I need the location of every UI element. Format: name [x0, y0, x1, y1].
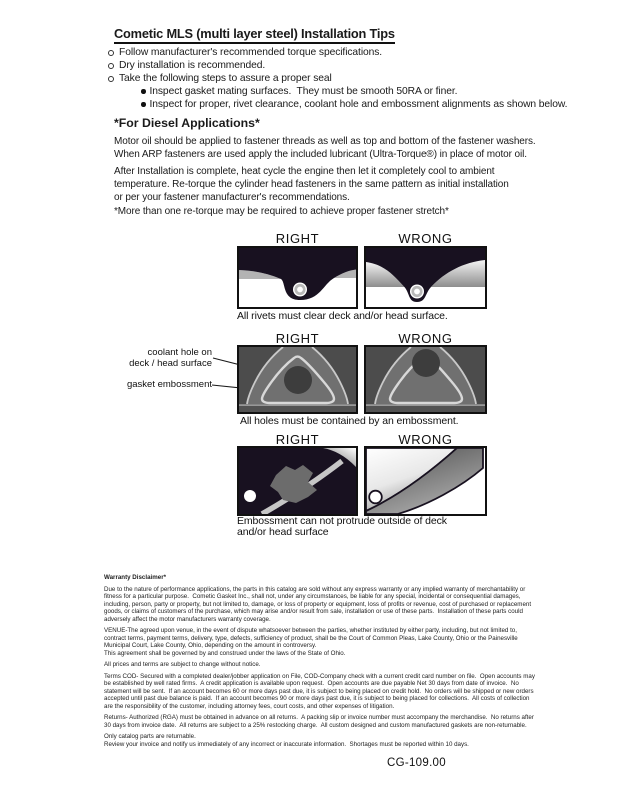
protrusion-wrong-diagram — [364, 446, 487, 516]
diagram1-right-label: RIGHT — [275, 231, 320, 246]
diagram1-caption: All rivets must clear deck and/or head surface. — [237, 310, 448, 322]
diagram2-right-label: RIGHT — [275, 331, 320, 346]
sub-list-item — [141, 85, 567, 98]
open-bullet-icon — [108, 63, 114, 69]
diagram3-right-label: RIGHT — [275, 432, 320, 447]
gasket-embossment-label — [98, 379, 212, 390]
protrusion-right-diagram — [237, 446, 358, 516]
warranty-paragraph-venue: VENUE-The agreed upon venue, in the event of dispute whatsoever between the parties, whether instituted by either party, including, but not limited to, contract terms, payment terms, delivery, type, defects, sufficiency of product, shall be the Court of Common Pleas, Lake County, Ohio or the Painesville Municipal Court, Lake County, Ohio, depending on the amount in controversy. This agreement shall be governed by and construed under the laws of the State of Ohio. — [104, 627, 518, 657]
list-item — [108, 72, 567, 85]
diagram1-wrong-label: WRONG — [398, 231, 453, 246]
page-number: CG-109.00 — [387, 757, 446, 769]
rivet-right-graphic — [237, 246, 358, 309]
list-item-text: Follow manufacturer's recommended torque specifications. — [119, 47, 383, 58]
list-item — [108, 46, 567, 59]
warranty-paragraph-closing: Only catalog parts are returnable. Review your invoice and notify us immediately of any incorrect or inaccurate information. Shortages must be reported within 10 days. — [104, 733, 469, 748]
open-bullet-icon — [108, 76, 114, 82]
protrusion-right-graphic — [237, 446, 358, 516]
rivet-wrong-diagram — [364, 246, 487, 309]
diagram2-wrong-label: WRONG — [398, 331, 453, 346]
diagram3-wrong-label: WRONG — [398, 432, 453, 447]
protrusion-wrong-graphic — [364, 446, 487, 516]
filled-bullet-icon — [141, 89, 146, 94]
gasket-embossment-label-text: gasket embossment — [126, 379, 212, 390]
warranty-paragraph-due: Due to the nature of performance applications, the parts in this catalog are sold without any express warranty or any implied warranty of merchantability or fitness for a particular purpose. Cometic Gasket Inc., shall not, under any circumstances, be liable for any special, incidental or consequential damages, including, person, party or property, but not limited to, damage, or loss of property or equipment, loss of profits or revenue, cost of purchased or replacement goods, or claims of customers of the purchase, which may arise and/or result from sale, installation or use of these parts. Installation of these parts could adversely affect the motor manufacturers warranty coverage. — [104, 585, 532, 623]
rivet-right-diagram — [237, 246, 358, 309]
retorque-note: *More than one re-torque may be required to achieve proper fastener stretch* — [114, 206, 449, 217]
diesel-paragraph-2: After Installation is complete, heat cycle the engine then let it completely cool to ambient temperature. Re-torque the cylinder head fasteners in the same pattern as initial installation or per your fastener manufacturer's recommendations. — [114, 166, 509, 204]
diagram2-caption: All holes must be contained by an embossment. — [240, 415, 459, 427]
diesel-section-heading: *For Diesel Applications* — [114, 116, 260, 130]
open-bullet-icon — [108, 50, 114, 56]
embossment-wrong-diagram — [364, 345, 487, 414]
list-item-text: Take the following steps to assure a proper seal — [119, 73, 332, 84]
sub-list-item — [141, 98, 567, 111]
embossment-wrong-graphic — [364, 345, 487, 414]
warranty-heading: Warranty Disclaimer* — [104, 574, 167, 581]
page-title: Cometic MLS (multi layer steel) Installation Tips — [114, 26, 395, 44]
installation-tips-list — [108, 46, 567, 111]
rivet-wrong-graphic — [364, 246, 487, 309]
list-item-text: Inspect gasket mating surfaces. They must be smooth 50RA or finer. — [149, 86, 458, 97]
list-item — [108, 59, 567, 72]
warranty-paragraph-returns: Returns- Authorized (RGA) must be obtained in advance on all returns. A packing slip or invoice number must accompany the merchandise. No returns after 30 days from invoice date. All returns are subject to a 25% restocking charge. All custom designed and custom manufactured gaskets are non-returnable. — [104, 714, 534, 729]
coolant-hole-label: coolant hole on deck / head surface — [129, 347, 212, 370]
list-item-text: Dry installation is recommended. — [119, 60, 266, 71]
filled-bullet-icon — [141, 102, 146, 107]
warranty-paragraph-terms: Terms COD- Secured with a completed dealer/jobber application on File, COD-Company check with a current credit card number on file. Open accounts may be established by well rated firms. A credit application is available upon request. Open accounts are due payable Net 30 days from date of invoice. No statement will be sent. If an account becomes 60 or more days past due, it is subject to being placed on credit hold. No orders will be shipped or new orders accepted until past due balance is paid. If an account becomes 90 or more days past due, it is subject to being placed for collections. All costs of collection are the responsibility of the customer, including attorney fees, court costs, and other expenses of litigation. — [104, 672, 535, 710]
diesel-paragraph-1: Motor oil should be applied to fastener threads as well as top and bottom of the fastener washers. When ARP fasteners are used apply the included lubricant (Ultra-Torque®) in place of motor oil. — [114, 136, 536, 161]
embossment-right-graphic — [237, 345, 358, 414]
list-item-text: Inspect for proper, rivet clearance, coolant hole and embossment alignments as shown below. — [149, 99, 568, 110]
warranty-paragraph-prices: All prices and terms are subject to change without notice. — [104, 661, 261, 668]
embossment-right-diagram — [237, 345, 358, 414]
warranty-disclaimer-block — [104, 574, 554, 752]
diagram3-caption: Embossment can not protrude outside of deck and/or head surface — [237, 515, 447, 538]
